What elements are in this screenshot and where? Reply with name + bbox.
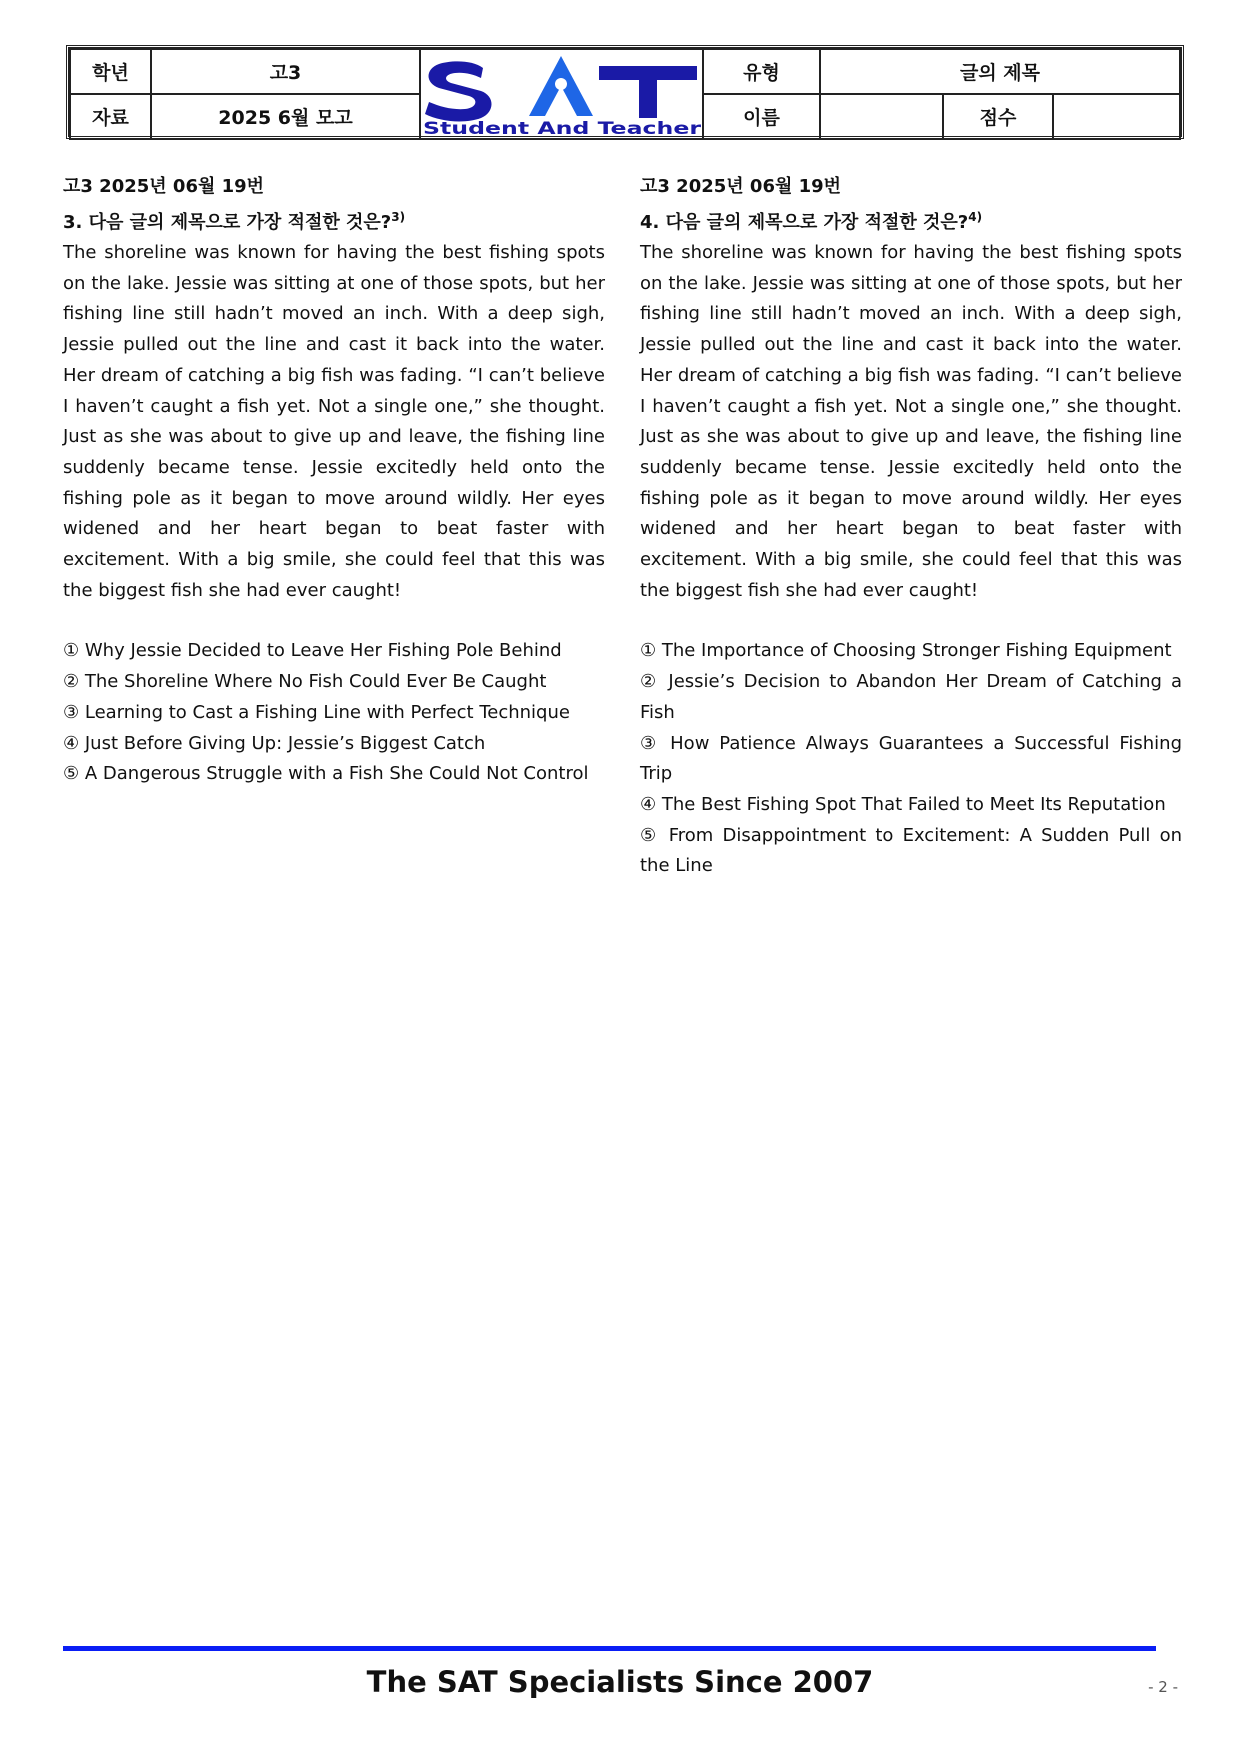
passage-text: The shoreline was known for having the best fishing spots on the lake. Jessie was sitting at one of those spots, but her fishing line still hadn’t moved an inch. With a deep sigh, Jessie pulled out the line and cast it back into the water. Her dream of catching a big fish was fading. “I can’t believe I haven’t caught a fish yet. Not a single one,” she thought. Just as she was about to give up and leave, the fishing line suddenly became tense. Jessie excitedly held onto the fishing pole as it began to move around wildly. Her eyes widened and her heart began to beat faster with excitement. With a big smile, she could feel that this was the biggest fish she had ever caught!: [63, 242, 605, 601]
choice-2[interactable]: ② Jessie’s Decision to Abandon Her Dream of Catching a Fish: [640, 671, 1182, 723]
grade-label: 학년: [70, 49, 151, 94]
sat-logo: [420, 49, 703, 139]
choice-3[interactable]: ③ How Patience Always Guarantees a Successful Fishing Trip: [640, 732, 1182, 785]
source-value: 2025 6월 모고: [151, 94, 420, 139]
footnote-ref: 4): [968, 210, 983, 224]
choice-5[interactable]: ⑤ From Disappointment to Excitement: A Sudden Pull on the Line: [640, 824, 1182, 877]
name-label: 이름: [703, 94, 820, 139]
footer-divider: [63, 1646, 1156, 1651]
source-label: 자료: [70, 94, 151, 139]
choice-2[interactable]: ② The Shoreline Where No Fish Could Ever Be Caught: [63, 671, 547, 693]
type-label: 유형: [703, 49, 820, 94]
type-value: 글의 제목: [820, 49, 1180, 94]
grade-value: 고3: [151, 49, 420, 94]
footer-tagline: The SAT Specialists Since 2007: [366, 1665, 874, 1699]
choice-3[interactable]: ③ Learning to Cast a Fishing Line with Perfect Technique: [63, 701, 570, 723]
score-field[interactable]: [1053, 94, 1180, 139]
svg-text:Student And Teacher: Student And Teacher: [423, 119, 702, 138]
question-3: [63, 172, 605, 790]
answer-choices: [640, 636, 1182, 882]
question-source: 고3 2025년 06월 19번: [63, 176, 265, 197]
choice-5[interactable]: ⑤ A Dangerous Struggle with a Fish She Could Not Control: [63, 763, 589, 785]
choice-4[interactable]: ④ The Best Fishing Spot That Failed to Meet Its Reputation: [640, 793, 1166, 815]
choice-1[interactable]: ① The Importance of Choosing Stronger Fishing Equipment: [640, 640, 1172, 662]
question-prompt: 3. 다음 글의 제목으로 가장 적절한 것은?$^{3)}$: [63, 210, 406, 233]
score-label: 점수: [943, 94, 1053, 139]
passage-text: The shoreline was known for having the best fishing spots on the lake. Jessie was sitting at one of those spots, but her fishing line still hadn’t moved an inch. With a deep sigh, Jessie pulled out the line and cast it back into the water. Her dream of catching a big fish was fading. “I can’t believe I haven’t caught a fish yet. Not a single one,” she thought. Just as she was about to give up and leave, the fishing line suddenly became tense. Jessie excitedly held onto the fishing pole as it began to move around wildly. Her eyes widened and her heart began to beat faster with excitement. With a big smile, she could feel that this was the biggest fish she had ever caught!: [640, 242, 1182, 601]
name-field[interactable]: [820, 94, 943, 139]
sat-logo-graphic: [421, 50, 702, 138]
question-source: 고3 2025년 06월 19번: [640, 176, 842, 197]
footnote-ref: 3): [391, 210, 406, 224]
answer-choices: [63, 636, 605, 790]
worksheet-header: [66, 45, 1184, 139]
question-4: [640, 172, 1182, 882]
question-prompt: 4. 다음 글의 제목으로 가장 적절한 것은?$^{4)}$: [640, 210, 983, 233]
choice-1[interactable]: ① Why Jessie Decided to Leave Her Fishing Pole Behind: [63, 640, 562, 662]
page-number: - 2 -: [1148, 1678, 1178, 1696]
choice-4[interactable]: ④ Just Before Giving Up: Jessie’s Biggest Catch: [63, 732, 486, 754]
